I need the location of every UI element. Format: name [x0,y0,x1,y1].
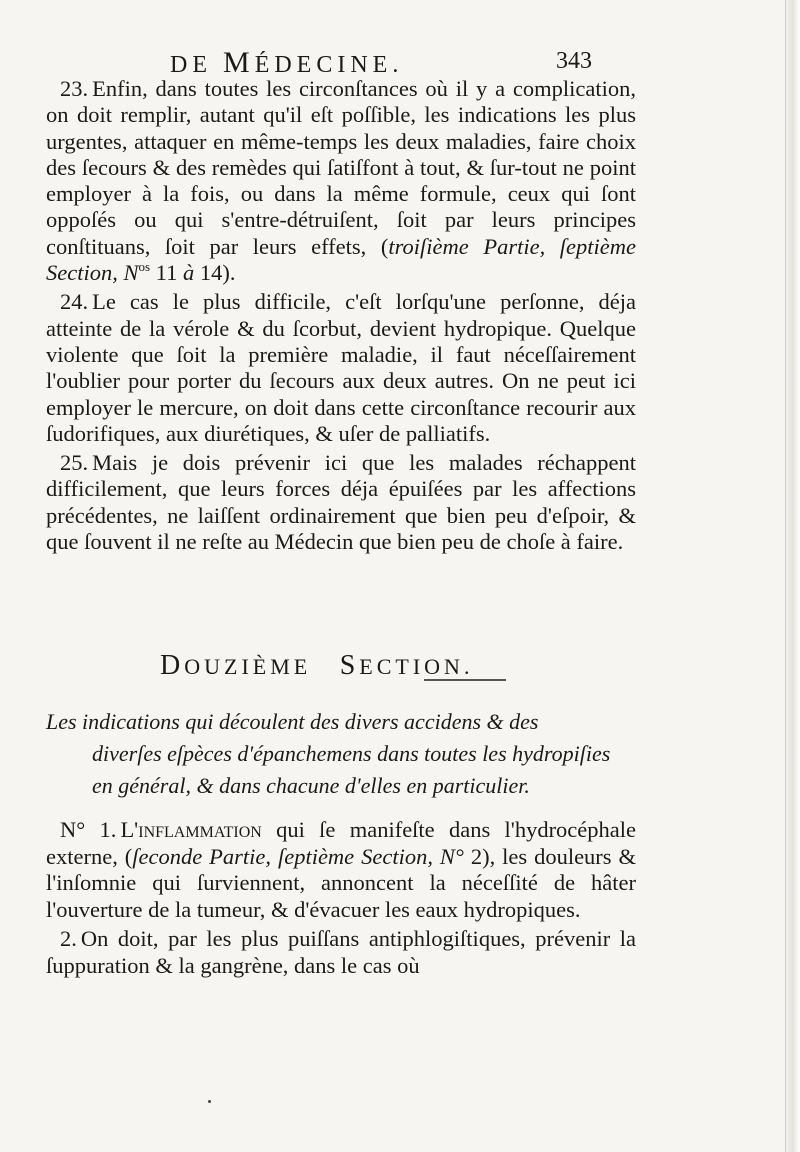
paragraph-n2 [46,926,636,979]
page-footer-marks [160,1076,560,1084]
section-title [160,650,473,682]
body-text-top [46,76,636,558]
paragraph-number: 2. [60,926,77,951]
page-edge-line [785,0,786,1152]
section-subtitle-line-2: diverſes eſpèces d'épanchemens dans toutes les hydropiſies [92,741,611,766]
paragraph-text: Enfin, dans toutes les circonſtances où il y a complication, on doit remplir, autant qu'il eſt poſſible, les indications les plus urgentes, attaquer en même-temps les deux maladies, faire choix des ſecours & des remèdes qui ſatiſfont à tout, & ſur-tout ne point employer à la fois, ou dans la même formule, ceux qui ſont oppoſés ou qui s'entre-détruiſent, ſoit par leurs principes conſtituans, ſoit par leurs effets, ( [46,76,636,259]
paragraph-text: On doit, par les plus puiſſans antiphlogiſtiques, prévenir la ſuppuration & la gangrène, dans le cas où [46,926,636,978]
section-title-word2-rest: ECTION. [359,654,474,679]
cross-reference: ſeconde Partie, ſeptième Section, N° [132,843,464,869]
paragraph-text: Mais je dois prévenir ici que les malades réchappent difficilement, que leurs forces déja épuiſées par les affections précédentes, ne laiſſent ordinairement que bien peu d'eſpoir, & que ſouvent il ne reſte au Médecin que bien peu de choſe à faire. [46,450,636,555]
page-number: 343 [556,48,592,74]
reference-number: 2 [463,843,483,869]
paragraph-25 [46,450,636,555]
ink-speck [208,1100,211,1103]
page-edge [784,0,800,1152]
paragraph-n1 [46,817,636,923]
paragraph-text-end: 14). [194,260,236,286]
paragraph-text-end: ), les douleurs & l'inſomnie qui ſurviennent, annoncent la néceſſité de hâter l'ouverture de la tumeur, & d'évacuer les eaux hydropiques. [46,843,636,922]
superscript: os [138,259,151,275]
body-text-bottom [46,817,636,982]
running-head [170,46,403,80]
cross-reference: troiſième Partie, ſeptième Section, N [46,233,636,286]
paragraph-number: 23. [60,76,89,101]
paragraph-24 [46,289,636,447]
running-head-prefix: DE [170,52,223,78]
section-title-word2-cap: S [339,650,360,681]
running-head-capital: M [223,46,255,79]
paragraph-text: qui ſe manifeſte dans l'hydrocéphale externe, ( [46,817,637,869]
lead-smallcaps: inflammation [138,817,262,842]
running-head-rest: ÉDECINE. [254,52,404,78]
section-subtitle-line-1: Les indications qui découlent des divers accidens & des [46,709,539,734]
paragraph-number: 24. [60,289,89,315]
section-title-word1-rest: OUZIÈME [184,654,312,679]
section-title-rule [424,679,506,681]
cross-reference-2: à [182,260,195,286]
paragraph-23 [46,76,636,286]
paragraph-number: N° 1. [60,817,117,842]
paragraph-number: 25. [60,450,89,476]
reference-numbers: 11 [150,260,178,286]
paragraph-text: Le cas le plus difficile, c'eſt lorſqu'une perſonne, déja atteinte de la vérole & du ſcorbut, devient hydropique. Quelque violente que ſoit la première maladie, il faut néceſſairement l'oublier pour porter du ſecours aux deux autres. On ne peut ici employer le mercure, on doit dans cette circonſtance recourir aux ſudorifiques, aux diurétiques, & uſer de palliatifs. [46,289,636,446]
section-subtitle [46,706,641,802]
section-subtitle-line-3: en général, & dans chacune d'elles en particulier. [92,773,530,798]
section-title-word1-cap: D [160,650,185,681]
lead-capital: L' [120,817,139,842]
